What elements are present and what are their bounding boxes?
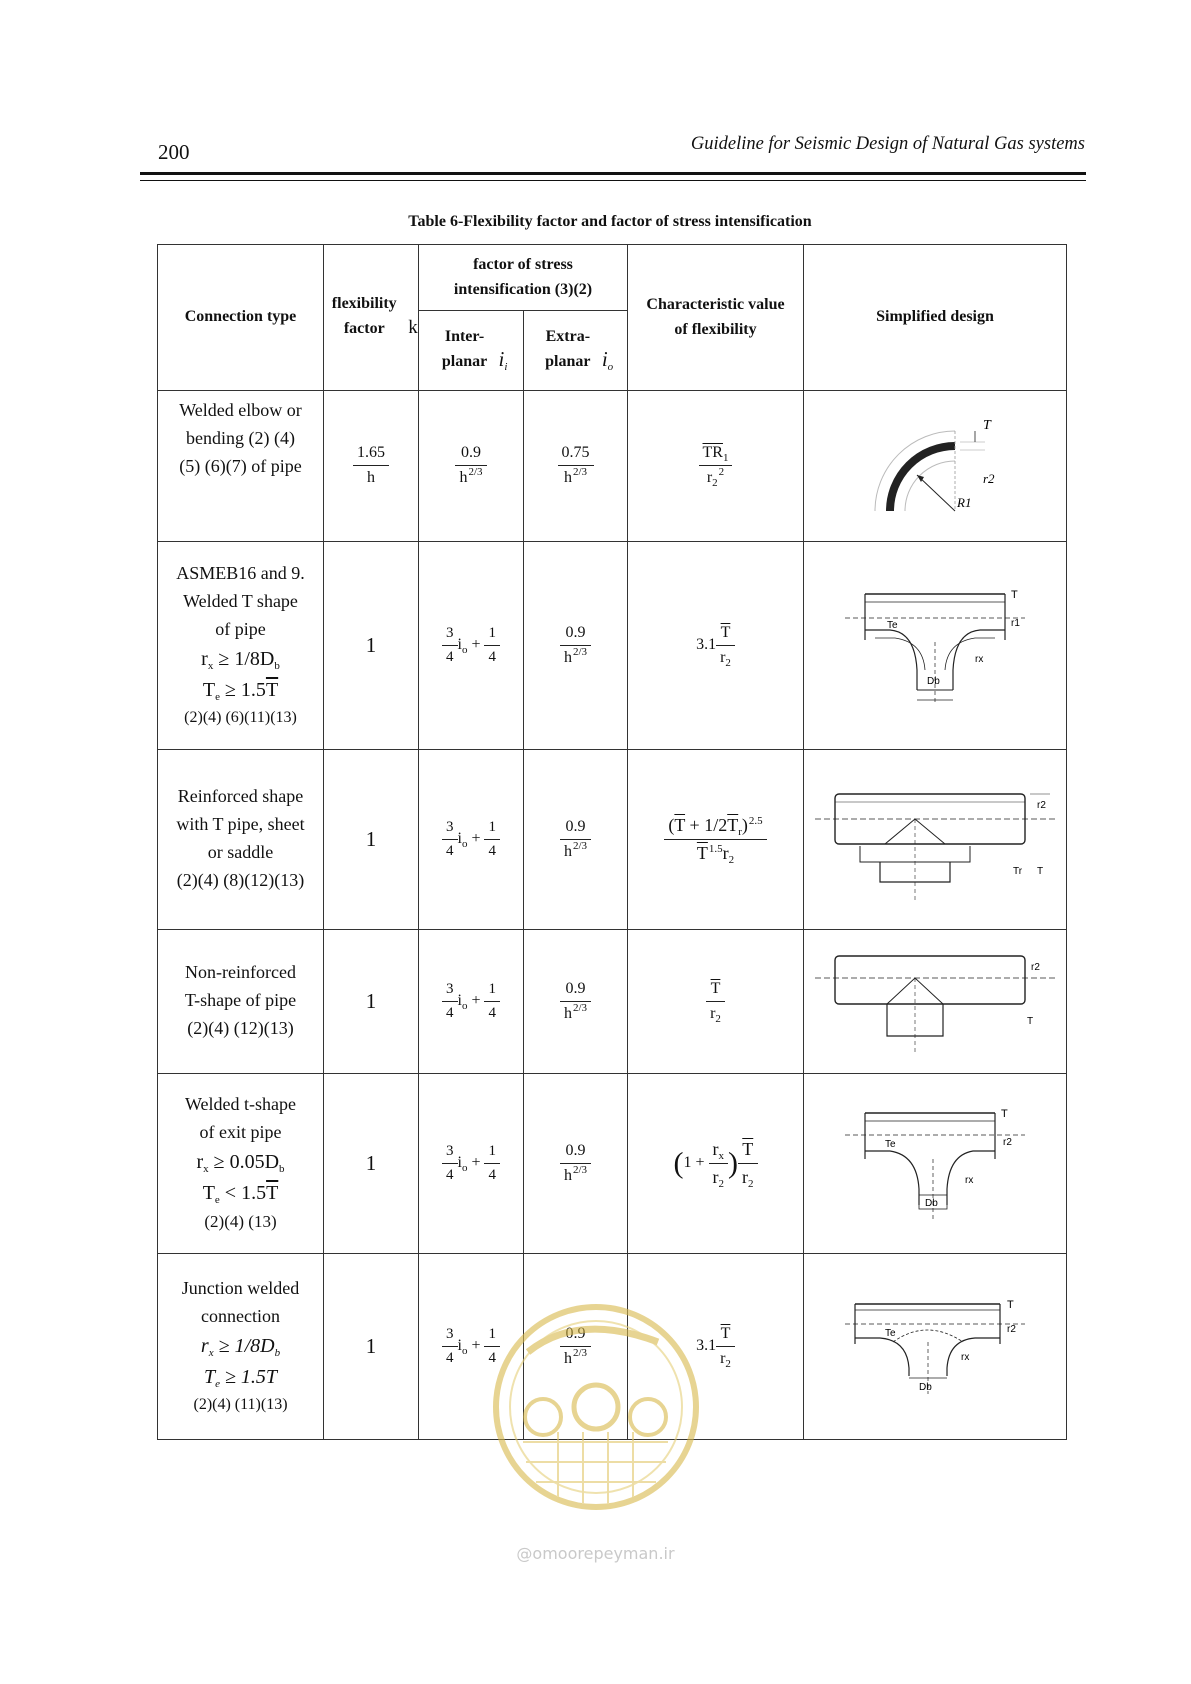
- table-row: [158, 929, 1067, 1073]
- flexibility-factor-cell: 1: [324, 1253, 419, 1439]
- label-r2: r2: [1037, 800, 1046, 812]
- label-rx: rx: [965, 1175, 974, 1187]
- characteristic-cell: (1 + $\frac{r_x}{r_2}$ ) $\frac{\overline{T}}{r_2}$: [628, 1073, 804, 1253]
- interplanar-cell: $\frac{3}{4}$ $i_o$ + $\frac{1}{4}$: [419, 929, 524, 1073]
- label-Db: Db: [919, 1382, 932, 1394]
- header-characteristic: Characteristic value of flexibility: [628, 245, 804, 391]
- header-interplanar: Inter- planar $i_i$: [419, 311, 524, 391]
- label-T: T: [1007, 1299, 1014, 1312]
- extraplanar-cell: $\frac{0.9}{h^{2/3}}$: [524, 541, 628, 749]
- table-row: [158, 541, 1067, 749]
- elbow-diagram: [835, 411, 1035, 521]
- watermark-seal-icon: [488, 1292, 704, 1522]
- flexibility-table: [157, 244, 1067, 1440]
- header-rule-thin: [140, 180, 1086, 181]
- label-r2: r2: [1031, 962, 1040, 974]
- extraplanar-cell: $\frac{0.9}{h^{2/3}}$: [524, 1253, 628, 1439]
- flexibility-factor-cell: 1: [324, 929, 419, 1073]
- interplanar-cell: $\frac{0.9}{h^{2/3}}$: [419, 391, 524, 542]
- header-sif-group: factor of stress intensification (3)(2): [419, 245, 628, 311]
- label-r2: r2: [1007, 1324, 1016, 1336]
- extraplanar-cell: $\frac{0.9}{h^{2/3}}$: [524, 929, 628, 1073]
- connection-cell: Junction welded connection $r_x \ge 1/8D_b$ $T_e \ge 1.5T$ (2)(4) (11)(13): [158, 1253, 324, 1439]
- label-T: T: [1011, 589, 1018, 602]
- label-Te: Te: [887, 620, 898, 632]
- connection-cell: ASMEB16 and 9. Welded T shape of pipe $r_x \ge 1/8D_b$ $T_e \ge 1.5\overline{T}$ (2)(4) (6)(11)(13): [158, 541, 324, 749]
- table-row: [158, 1073, 1067, 1253]
- exit-tee-diagram: [835, 1103, 1035, 1223]
- label-Db: Db: [927, 676, 940, 688]
- connection-cell: Welded t-shape of exit pipe $r_x \ge 0.05D_b$ $T_e < 1.5\overline{T}$ (2)(4) (13): [158, 1073, 324, 1253]
- label-Tr: Tr: [1013, 866, 1023, 878]
- label-Db: Db: [925, 1198, 938, 1210]
- label-rx: rx: [975, 654, 984, 666]
- header-connection-type: Connection type: [158, 245, 324, 391]
- flexibility-factor-cell: $\frac{1.65}{h}$: [324, 391, 419, 542]
- diagram-cell: [804, 929, 1067, 1073]
- header-simplified-design: Simplified design: [804, 245, 1067, 391]
- header-flexibility-factor: flexibility factor k: [324, 245, 419, 391]
- diagram-cell: [804, 749, 1067, 929]
- table-caption: Table 6-Flexibility factor and factor of stress intensification: [408, 213, 812, 230]
- welded-tee-diagram: [835, 580, 1035, 710]
- label-r1: r1: [1011, 618, 1020, 630]
- diagram-cell: [804, 1253, 1067, 1439]
- running-title: Guideline for Seismic Design of Natural Gas systems: [690, 134, 1085, 154]
- label-Te: Te: [885, 1139, 896, 1151]
- diagram-cell: [804, 391, 1067, 542]
- connection-cell: Reinforced shape with T pipe, sheet or saddle (2)(4) (8)(12)(13): [158, 749, 324, 929]
- label-T: T: [1027, 1016, 1034, 1028]
- table-row: [158, 391, 1067, 542]
- label-T: T: [1037, 866, 1044, 878]
- non-reinforced-tee-diagram: [815, 946, 1055, 1056]
- characteristic-cell: 3.1 $\frac{\overline{T}}{r_2}$: [628, 1253, 804, 1439]
- watermark-site: @omoorepeyman.ir: [516, 1544, 675, 1563]
- interplanar-cell: $\frac{3}{4}$ $i_o$ + $\frac{1}{4}$: [419, 749, 524, 929]
- extraplanar-cell: $\frac{0.75}{h^{2/3}}$: [524, 391, 628, 542]
- connection-cell: Non-reinforced T-shape of pipe (2)(4) (12)(13): [158, 929, 324, 1073]
- interplanar-cell: $\frac{3}{4}$ $i_o$ + $\frac{1}{4}$: [419, 1073, 524, 1253]
- characteristic-cell: $\frac{\overline{T}}{r_2}$: [628, 929, 804, 1073]
- diagram-cell: [804, 541, 1067, 749]
- header-extraplanar: Extra- planar $i_o$: [524, 311, 628, 391]
- flexibility-factor-cell: 1: [324, 541, 419, 749]
- label-T: T: [1001, 1108, 1008, 1121]
- characteristic-cell: $\frac{(\overline{T} + 1/2\overline{T}_r)^{2.5}}{\overline{T}^{1.5}r_2}$: [628, 749, 804, 929]
- label-T: T: [983, 417, 991, 433]
- page-number: 200: [158, 140, 190, 164]
- reinforced-tee-diagram: [815, 774, 1055, 904]
- interplanar-cell: $\frac{3}{4}$ $i_o$ + $\frac{1}{4}$: [419, 1253, 524, 1439]
- diagram-cell: [804, 1073, 1067, 1253]
- interplanar-cell: $\frac{3}{4}$ $i_o$ + $\frac{1}{4}$: [419, 541, 524, 749]
- junction-diagram: [835, 1296, 1035, 1396]
- table-row: [158, 749, 1067, 929]
- connection-cell: Welded elbow or bending (2) (4) (5) (6)(7) of pipe: [158, 391, 324, 542]
- characteristic-cell: $\frac{\overline{TR}_1}{r_2^2}$: [628, 391, 804, 542]
- extraplanar-cell: $\frac{0.9}{h^{2/3}}$: [524, 1073, 628, 1253]
- extraplanar-cell: $\frac{0.9}{h^{2/3}}$: [524, 749, 628, 929]
- label-R1: R1: [957, 494, 972, 510]
- characteristic-cell: 3.1 $\frac{\overline{T}}{r_2}$: [628, 541, 804, 749]
- flexibility-factor-cell: 1: [324, 1073, 419, 1253]
- label-rx: rx: [961, 1352, 970, 1364]
- flexibility-factor-cell: 1: [324, 749, 419, 929]
- label-r2: r2: [1003, 1137, 1012, 1149]
- label-r2: r2: [983, 470, 995, 486]
- header-rule-thick: [140, 172, 1086, 175]
- label-Te: Te: [885, 1328, 896, 1340]
